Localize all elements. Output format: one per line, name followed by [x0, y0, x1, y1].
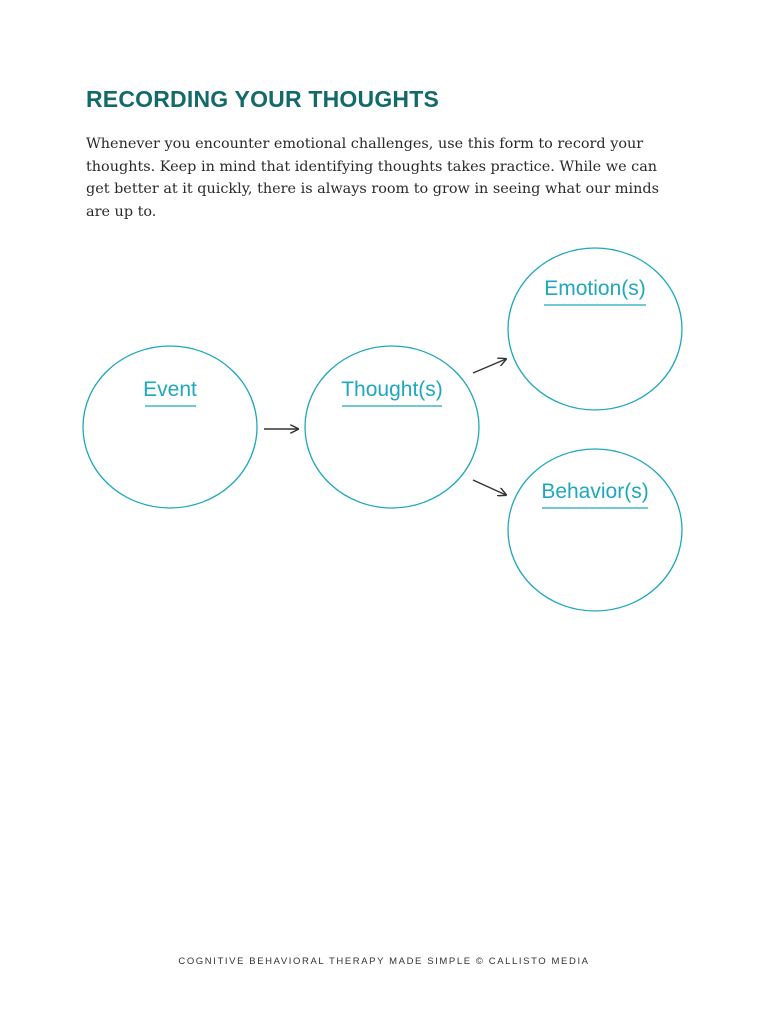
intro-paragraph: Whenever you encounter emotional challenges, use this form to record your thoughts. Keep in mind that identifying thoughts takes practice. While we can get better at it quickly, there is always room to grow in seeing what our minds are up to. — [86, 136, 659, 220]
thoughts-circle — [305, 346, 479, 508]
behaviors-label: Behavior(s) — [541, 480, 649, 503]
arrow-thoughts-to-behaviors — [473, 480, 506, 495]
event-circle — [83, 346, 257, 508]
emotions-node[interactable] — [508, 248, 682, 410]
behaviors-circle — [508, 449, 682, 611]
event-label: Event — [143, 378, 197, 401]
footer-credit: COGNITIVE BEHAVIORAL THERAPY MADE SIMPLE © CALLISTO MEDIA — [178, 956, 590, 967]
thoughts-node[interactable] — [305, 346, 479, 508]
event-node[interactable] — [83, 346, 257, 508]
thoughts-label: Thought(s) — [341, 378, 443, 401]
arrow-thoughts-to-emotions — [473, 359, 506, 373]
emotions-circle — [508, 248, 682, 410]
page-title: RECORDING YOUR THOUGHTS — [86, 86, 440, 112]
emotions-label: Emotion(s) — [544, 277, 646, 300]
behaviors-node[interactable] — [508, 449, 682, 611]
